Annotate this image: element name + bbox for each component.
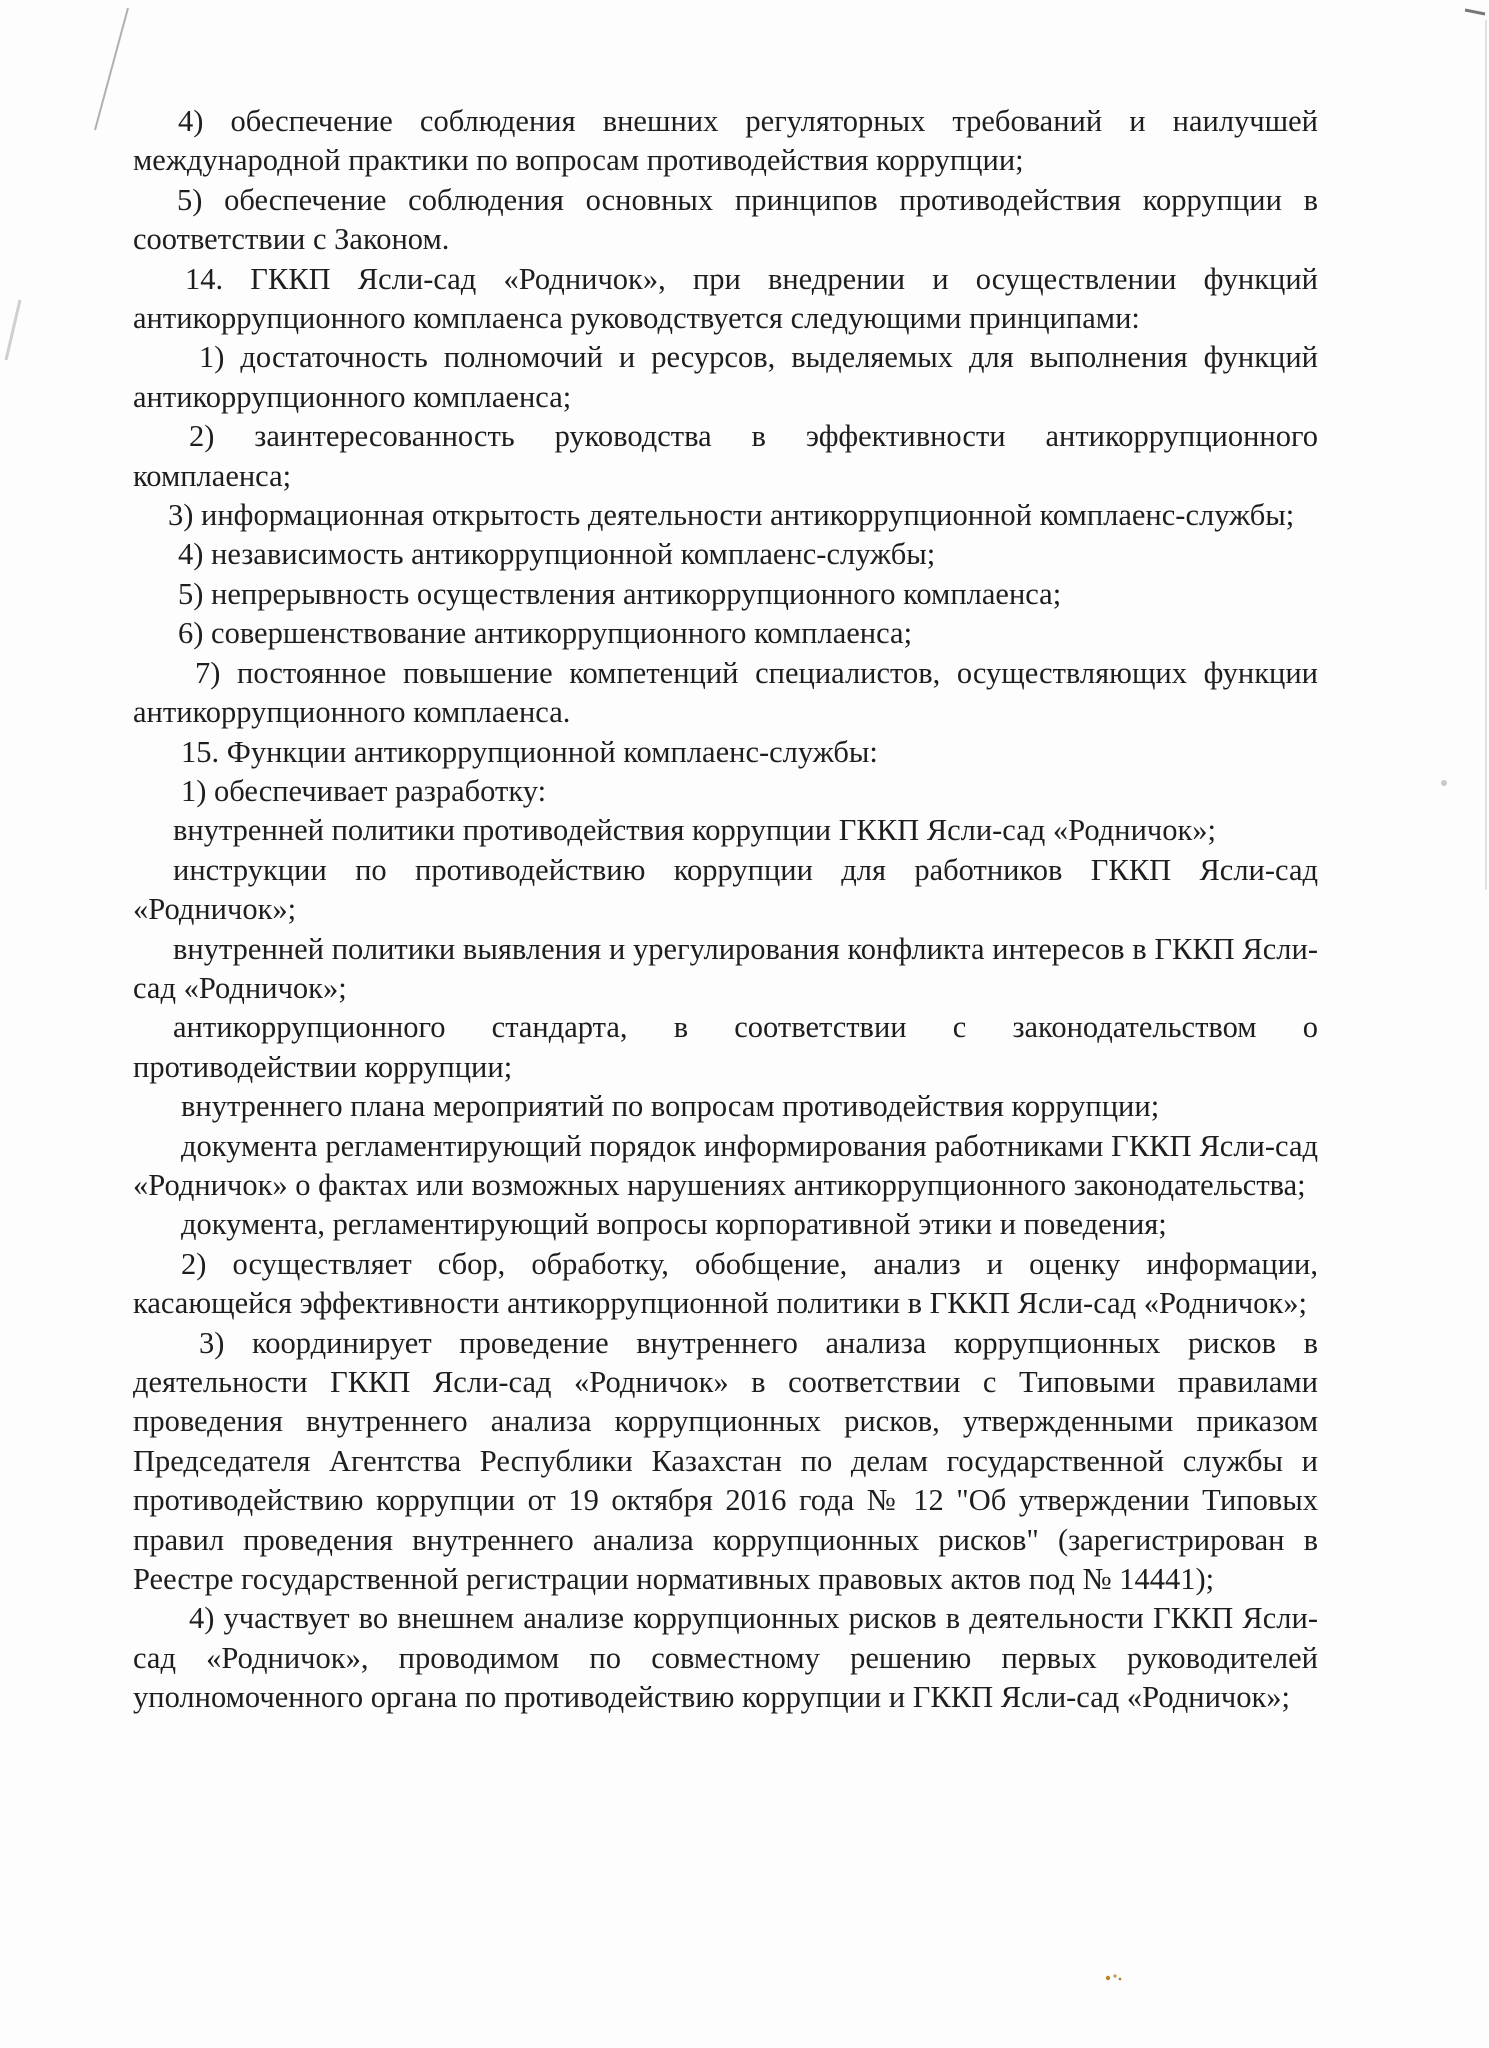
function-1-ethics-document: документа, регламентирующий вопросы корпоративной этики и поведения; <box>181 1207 1167 1242</box>
principle-1: 1) достаточность полномочий и ресурсов, выделяемых для выполнения функций антикоррупционного комплаенса; <box>133 340 1318 414</box>
function-1-conflict-policy: внутренней политики выявления и урегулирования конфликта интересов в ГККП Ясли-сад «Родничок»; <box>133 931 1318 1005</box>
principle-5: 5) непрерывность осуществления антикоррупционного комплаенса; <box>178 576 1062 611</box>
function-3: 3) координирует проведение внутреннего анализа коррупционных рисков в деятельности ГККП Ясли-сад «Родничок» в соответствии с Типовыми правилами проведения внутреннего анализа коррупционных рисков, утвержденными приказом Председателя Агентства Республики Казахстан по делам государственной службы и противодействию коррупции от 19 октября 2016 года № 12 "Об утверждении Типовых правил проведения внутреннего анализа коррупционных рисков" (зарегистрирован в Реестре государственной регистрации нормативных правовых актов под № 14441); <box>133 1325 1318 1597</box>
function-4: 4) участвует во внешнем анализе коррупционных рисков в деятельности ГККП Ясли-сад «Родничок», проводимом по совместному решению первых руководителей уполномоченного органа по противодействию коррупции и ГККП Ясли-сад «Родничок»; <box>133 1601 1318 1715</box>
scan-edge-right-mark <box>1459 0 1489 900</box>
paragraph-item-4: 4) обеспечение соблюдения внешних регуляторных требований и наилучшей международной практики по вопросам противодействия коррупции; <box>133 104 1318 178</box>
principle-3: 3) информационная открытость деятельности антикоррупционной комплаенс-службы; <box>168 498 1295 533</box>
scan-speck <box>1103 1972 1125 1982</box>
function-1-internal-policy: внутренней политики противодействия коррупции ГККП Ясли-сад «Родничок»; <box>173 813 1217 848</box>
function-1-plan: внутреннего плана мероприятий по вопросам противодействия коррупции; <box>181 1089 1160 1124</box>
function-1: 1) обеспечивает разработку: <box>181 773 547 808</box>
paragraph-item-5: 5) обеспечение соблюдения основных принципов противодействия коррупции в соответствии с Законом. <box>133 182 1318 257</box>
principle-2: 2) заинтересованность руководства в эффективности антикоррупционного комплаенса; <box>133 419 1318 493</box>
paragraph-clause-15: 15. Функции антикоррупционной комплаенс-службы: <box>181 734 878 769</box>
paragraph-clause-14: 14. ГККП Ясли-сад «Родничок», при внедрении и осуществлении функций антикоррупционного комплаенса руководствуется следующими принципами: <box>133 261 1318 336</box>
function-1-reporting-document: документа регламентирующий порядок информирования работниками ГККП Ясли-сад «Родничок» о фактах или возможных нарушениях антикоррупционного законодательства; <box>133 1128 1318 1202</box>
function-1-instruction: инструкции по противодействию коррупции для работников ГККП Ясли-сад «Родничок»; <box>133 852 1318 927</box>
principle-6: 6) совершенствование антикоррупционного комплаенса; <box>178 616 913 651</box>
principle-4: 4) независимость антикоррупционной комплаенс-службы; <box>178 537 936 572</box>
scan-dot <box>1441 780 1447 786</box>
function-1-standard: антикоррупционного стандарта, в соответствии с законодательством о противодействии коррупции; <box>133 1010 1318 1084</box>
document-body <box>133 102 1318 1718</box>
principle-7: 7) постоянное повышение компетенций специалистов, осуществляющих функции антикоррупционного комплаенса. <box>133 655 1318 730</box>
function-2: 2) осуществляет сбор, обработку, обобщение, анализ и оценку информации, касающейся эффективности антикоррупционной политики в ГККП Ясли-сад «Родничок»; <box>133 1246 1318 1321</box>
